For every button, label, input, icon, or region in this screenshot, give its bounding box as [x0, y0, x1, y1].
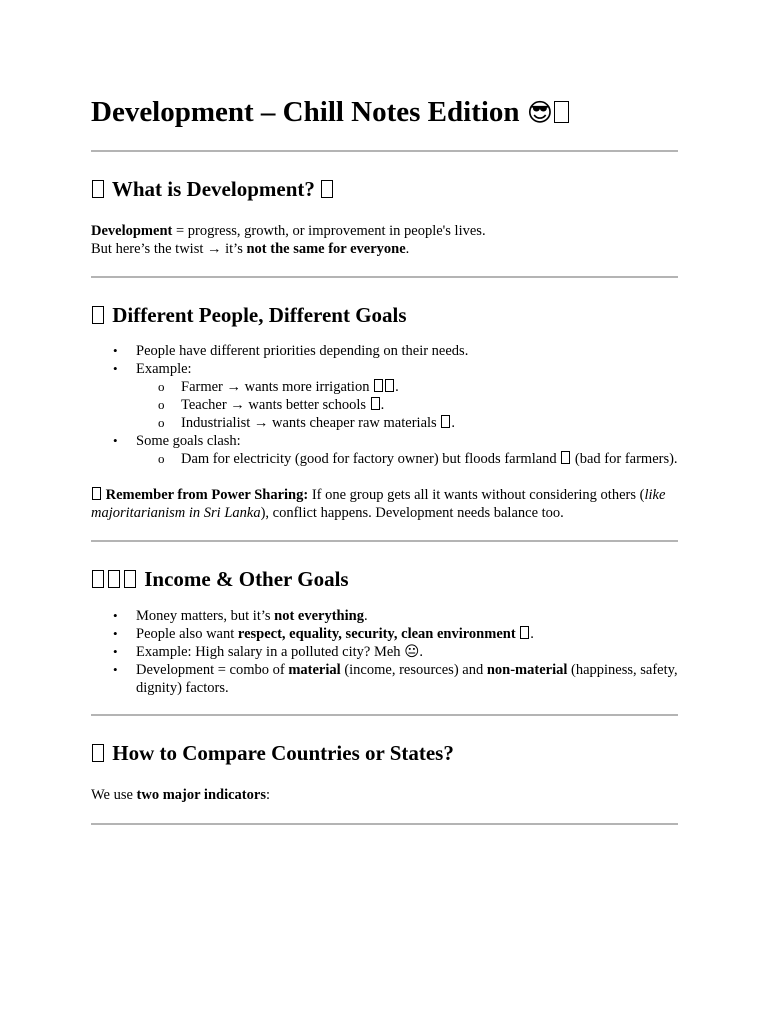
indicators-paragraph: [91, 787, 678, 805]
missing-glyph-icon: [520, 626, 529, 639]
list-item-text: Example: High salary in a polluted city? Meh: [136, 644, 401, 660]
section-heading-income-goals: [91, 566, 678, 592]
list-item: [91, 661, 678, 697]
divider: [91, 150, 678, 152]
goals-list: [91, 342, 678, 468]
list-item: [91, 360, 678, 432]
list-item-text: Some goals clash:: [136, 433, 241, 449]
definition-text: = progress, growth, or improvement in people's lives.: [172, 223, 486, 239]
missing-glyph-icon: [321, 180, 333, 198]
list-item: • Example: High salary in a polluted city? Meh 😐.: [91, 643, 678, 661]
remember-italic: like majoritarianism in Sri Lanka: [91, 487, 666, 521]
definition-term: Development: [91, 223, 173, 239]
remember-text: If one group gets all it wants without considering others (: [308, 487, 645, 503]
sublist-item-text: (bad for farmers).: [574, 451, 678, 467]
list-item: [91, 607, 678, 625]
missing-glyph-icon: [374, 379, 383, 392]
list-item: • People also want respect, equality, security, clean environment .: [91, 625, 678, 643]
sublist-item-text: Farmer → wants more irrigation: [181, 379, 370, 395]
list-item: [91, 432, 678, 468]
missing-glyph-icon: [92, 744, 104, 762]
section-heading-text: What is Development?: [111, 177, 315, 201]
list-item-bold: not everything: [274, 608, 364, 624]
list-item-text: (income, resources) and: [340, 662, 487, 678]
sublist-item-text: Teacher → wants better schools: [181, 397, 367, 413]
missing-glyph-icon: [92, 570, 104, 588]
section-heading-different-goals: [91, 302, 678, 328]
list-item-text: Money matters, but it’s: [136, 608, 275, 624]
section-heading-text: Income & Other Goals: [144, 567, 349, 591]
section-heading-what-is-development: [91, 176, 678, 202]
missing-glyph-icon: [385, 379, 394, 392]
indicators-bold: two major indicators: [136, 787, 266, 803]
missing-glyph-icon: [561, 451, 570, 464]
list-item: [91, 342, 678, 360]
twist-prefix: But here’s the twist → it’s: [91, 240, 247, 257]
sublist-item-text: Dam for electricity (good for factory owner) but floods farmland: [181, 451, 557, 467]
section-heading-text: How to Compare Countries or States?: [112, 741, 454, 765]
page-title-text: Development – Chill Notes Edition: [91, 96, 520, 128]
sunglasses-emoji-icon: 😎: [526, 98, 553, 127]
twist-suffix: .: [405, 240, 410, 257]
missing-glyph-icon: [554, 101, 569, 123]
missing-glyph-icon: [92, 306, 104, 324]
missing-glyph-icon: [92, 180, 104, 198]
document-content: [91, 94, 678, 825]
list-item-text: People have different priorities depending on their needs.: [136, 343, 469, 359]
missing-glyph-icon: [124, 570, 136, 588]
list-item-text: .: [363, 608, 368, 624]
sublist-item-text: Industrialist → wants cheaper raw materials: [181, 415, 437, 431]
section-heading-text: Different People, Different Goals: [112, 303, 407, 327]
income-list: [91, 607, 678, 697]
definition-paragraph: [91, 223, 678, 258]
neutral-face-emoji-icon: 😐: [404, 644, 420, 660]
section-heading-compare: [91, 740, 678, 766]
missing-glyph-icon: [371, 397, 380, 410]
divider: [91, 276, 678, 278]
missing-glyph-icon: [441, 415, 450, 428]
twist-bold: not the same for everyone: [246, 240, 406, 257]
missing-glyph-icon: [92, 487, 101, 500]
list-item-text: Development = combo of: [136, 662, 289, 678]
divider: [91, 823, 678, 825]
list-item-bold: non-material: [486, 662, 568, 678]
clash-sublist: [136, 450, 678, 468]
list-item-bold: material: [288, 662, 341, 678]
examples-sublist: [136, 378, 678, 432]
list-item-text: (happiness, safety, dignity) factors.: [136, 662, 678, 696]
sublist-item-farmer: o Farmer → wants more irrigation .: [136, 378, 678, 396]
remember-paragraph: [91, 487, 678, 522]
sublist-item-dam: [136, 450, 678, 468]
page-title: [91, 94, 678, 131]
sublist-item-teacher: o Teacher → wants better schools .: [136, 396, 678, 414]
remember-end: ), conflict happens. Development needs balance too.: [260, 504, 564, 521]
divider: [91, 540, 678, 542]
indicators-text: :: [265, 787, 270, 803]
missing-glyph-icon: [108, 570, 120, 588]
list-item-text: Example:: [136, 361, 192, 377]
list-item-text: People also want: [136, 626, 238, 642]
divider: [91, 714, 678, 716]
remember-label: Remember from Power Sharing:: [105, 487, 309, 503]
list-item-bold: respect, equality, security, clean environment: [237, 626, 516, 642]
sublist-item-industrialist: o Industrialist → wants cheaper raw materials .: [136, 414, 678, 432]
indicators-text: We use: [91, 787, 137, 803]
